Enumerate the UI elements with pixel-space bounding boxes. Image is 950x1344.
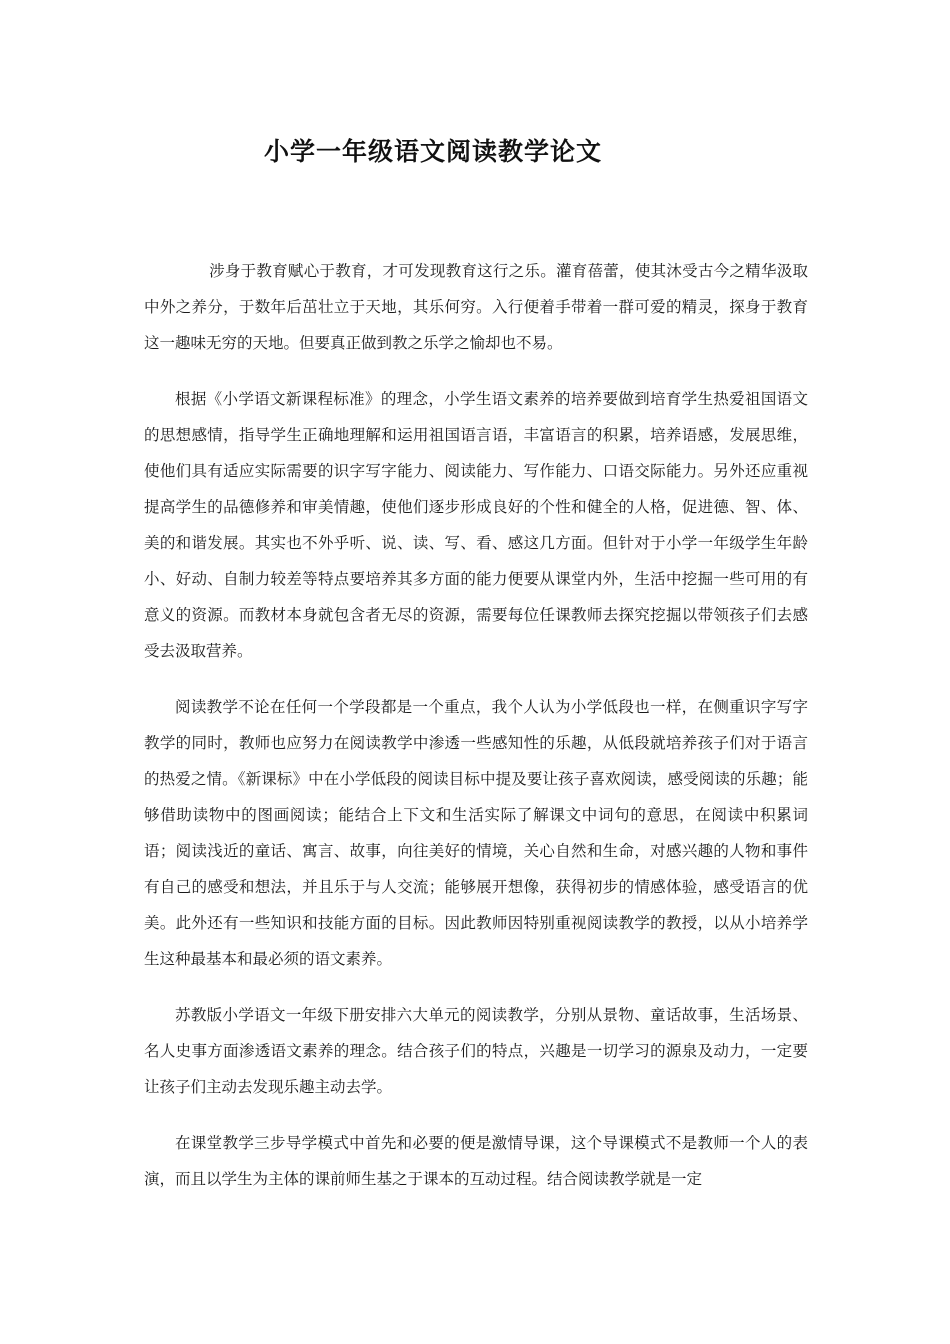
paragraph-2: 根据《小学语文新课程标准》的理念，小学生语文素养的培养要做到培育学生热爱祖国语文的思想感情，指导学生正确地理解和运用祖国语言语，丰富语言的积累，培养语感，发展思维，使他们具有适应实际需要的识字写字能力、阅读能力、写作能力、口语交际能力。另外还应重视提高学生的品德修养和审美情趣，使他们逐步形成良好的个性和健全的人格，促进德、智、体、美的和谐发展。其实也不外乎听、说、读、写、看、感这几方面。但针对于小学一年级学生年龄小、好动、自制力较差等特点要培养其多方面的能力便要从课堂内外，生活中挖掘一些可用的有意义的资源。而教材本身就包含者无尽的资源，需要每位任课教师去探究挖掘以带领孩子们去感受去汲取营养。	[144, 390, 808, 660]
paragraph-3: 阅读教学不论在任何一个学段都是一个重点，我个人认为小学低段也一样，在侧重识字写字教学的同时，教师也应努力在阅读教学中渗透一些感知性的乐趣，从低段就培养孩子们对于语言的热爱之情。《新课标》中在小学低段的阅读目标中提及要让孩子喜欢阅读，感受阅读的乐趣；能够借助读物中的图画阅读；能结合上下文和生活实际了解课文中词句的意思，在阅读中积累词语；阅读浅近的童话、寓言、故事，向往美好的情境，关心自然和生命，对感兴趣的人物和事件有自己的感受和想法，并且乐于与人交流；能够展开想像，获得初步的情感体验，感受语言的优美。此外还有一些知识和技能方面的目标。因此教师因特别重视阅读教学的教授，以从小培养学生这种最基本和最必须的语文素养。	[144, 698, 808, 968]
paragraph-5: 在课堂教学三步导学模式中首先和必要的便是激情导课，这个导课模式不是教师一个人的表演，而且以学生为主体的课前师生基之于课本的互动过程。结合阅读教学就是一定	[144, 1134, 808, 1188]
document-body	[144, 253, 808, 1217]
paragraph-1: 涉身于教育赋心于教育，才可发现教育这行之乐。灌育蓓蕾，使其沐受古今之精华汲取中外之养分，于数年后茁壮立于天地，其乐何穷。入行便着手带着一群可爱的精灵，探身于教育这一趣味无穷的天地。但要真正做到教之乐学之愉却也不易。	[144, 262, 808, 352]
paragraph-4: 苏教版小学语文一年级下册安排六大单元的阅读教学，分别从景物、童话故事，生活场景、名人史事方面渗透语文素养的理念。结合孩子们的特点，兴趣是一切学习的源泉及动力，一定要让孩子们主动去发现乐趣主动去学。	[144, 1006, 808, 1096]
document-title: 小学一年级语文阅读教学论文	[263, 137, 602, 166]
